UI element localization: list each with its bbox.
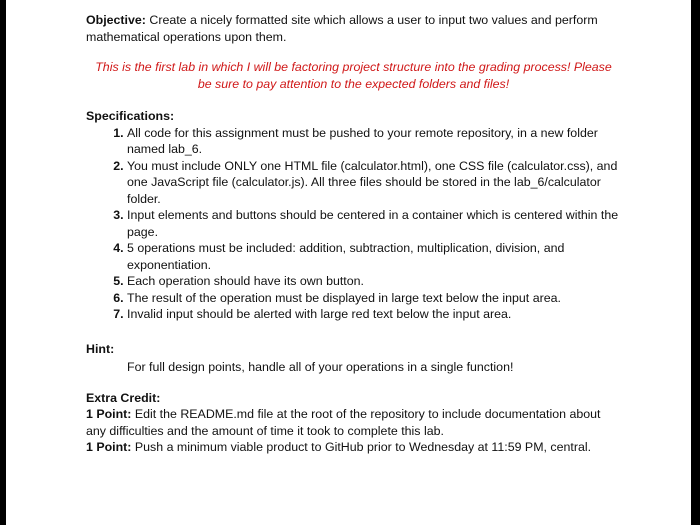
extra-credit-text: Push a minimum viable product to GitHub prior to Wednesday at 11:59 PM, central. — [131, 440, 592, 454]
hint-heading: Hint: — [86, 341, 115, 356]
hint-text: For full design points, handle all of your operations in a single function! — [127, 360, 514, 374]
spec-item: 2. You must include ONLY one HTML file (calculator.html), one CSS file (calculator.css), and one JavaScript file (calculator.js). All three files should be stored in the lab_6/calculator folder. — [127, 158, 621, 208]
spec-item: 3. Input elements and buttons should be centered in a container which is centered within the page. — [127, 207, 621, 240]
spec-item: 1. All code for this assignment must be pushed to your remote repository, in a new folder named lab_6. — [127, 125, 621, 158]
extra-credit-points-label: 1 Point: — [86, 407, 132, 421]
objective-paragraph — [86, 12, 621, 45]
objective-label: Objective: — [86, 13, 146, 27]
extra-credit-item — [86, 406, 621, 439]
document-content — [86, 12, 621, 456]
extra-credit-points-label: 1 Point: — [86, 440, 132, 454]
spec-item: 4. 5 operations must be included: addition, subtraction, multiplication, division, and exponentiation. — [127, 240, 621, 273]
extra-credit-item — [86, 439, 621, 456]
extra-credit-text: Edit the README.md file at the root of the repository to include documentation about any difficulties and the amount of time it took to complete this lab. — [86, 407, 601, 438]
extra-credit-heading: Extra Credit: — [86, 390, 161, 405]
document-page — [6, 0, 691, 525]
spec-item: 7. Invalid input should be alerted with large red text below the input area. — [127, 306, 621, 323]
objective-text: Create a nicely formatted site which allows a user to input two values and perform mathematical operations upon them. — [86, 13, 598, 44]
spec-item: 5. Each operation should have its own button. — [127, 273, 621, 290]
spec-item: 6. The result of the operation must be displayed in large text below the input area. — [127, 290, 621, 307]
specifications-list — [86, 125, 621, 323]
structure-notice: This is the first lab in which I will be factoring project structure into the grading process! Please be sure to pay attention to the expected folders and files! — [95, 60, 612, 91]
specifications-heading: Specifications: — [86, 109, 175, 123]
